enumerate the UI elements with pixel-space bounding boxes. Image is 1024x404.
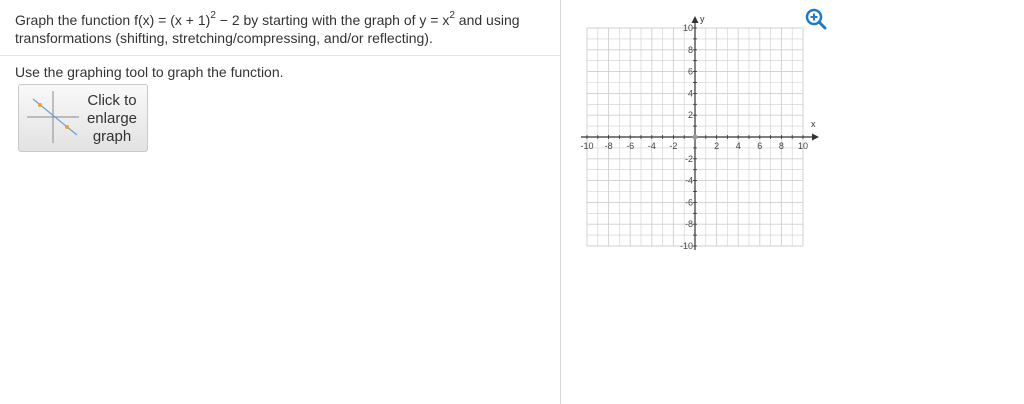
- enlarge-graph-label: [81, 92, 143, 146]
- x-tick-label: -6: [626, 141, 635, 151]
- enlarge-label-line: Click to: [87, 92, 137, 109]
- x-axis-arrow: [812, 134, 819, 141]
- y-tick-label: -6: [684, 197, 693, 208]
- graph-thumbnail-icon: [27, 91, 79, 143]
- y-tick-label: -10: [679, 241, 693, 251]
- x-tick-label: 4: [735, 141, 741, 151]
- question-part-2: − 2 by starting with the graph of y = x: [215, 12, 450, 28]
- y-tick-label: -8: [684, 219, 693, 230]
- section-divider: [0, 55, 560, 56]
- x-tick-label: 10: [797, 141, 809, 151]
- y-tick-label: 6: [687, 66, 693, 77]
- enlarge-label-line: graph: [92, 128, 132, 145]
- enlarge-graph-button[interactable]: [18, 84, 148, 152]
- y-tick-label: 2: [687, 110, 693, 121]
- x-tick-label: 6: [757, 141, 763, 151]
- x-tick-label: -4: [647, 141, 656, 151]
- y-tick-label: -4: [684, 175, 693, 186]
- y-axis-arrow: [692, 16, 699, 23]
- exponent-1: 2: [210, 10, 216, 22]
- y-tick-label: 4: [687, 88, 693, 99]
- exponent-2: 2: [449, 10, 455, 22]
- coordinate-grid[interactable]: [575, 10, 825, 260]
- origin-point: [693, 135, 698, 140]
- x-tick-label: 8: [778, 141, 784, 151]
- enlarge-label-line: enlarge: [86, 110, 138, 127]
- x-tick-label: -10: [580, 141, 594, 151]
- y-tick-label: 10: [682, 23, 693, 33]
- x-tick-label: 2: [714, 141, 720, 151]
- x-axis-label: x: [811, 119, 816, 129]
- instruction-text: Use the graphing tool to graph the function.: [15, 64, 284, 80]
- x-tick-label: -8: [604, 141, 613, 151]
- y-tick-label: 8: [687, 44, 693, 55]
- x-tick-label: -2: [669, 141, 678, 151]
- y-tick-label: -2: [684, 153, 693, 164]
- question-part-1: Graph the function f(x) = (x + 1): [15, 12, 211, 28]
- y-axis-label: y: [700, 14, 705, 24]
- question-text: [15, 11, 550, 47]
- question-part-3: and using transformations (shifting, stretching/compressing, and/or reflecting).: [15, 12, 520, 46]
